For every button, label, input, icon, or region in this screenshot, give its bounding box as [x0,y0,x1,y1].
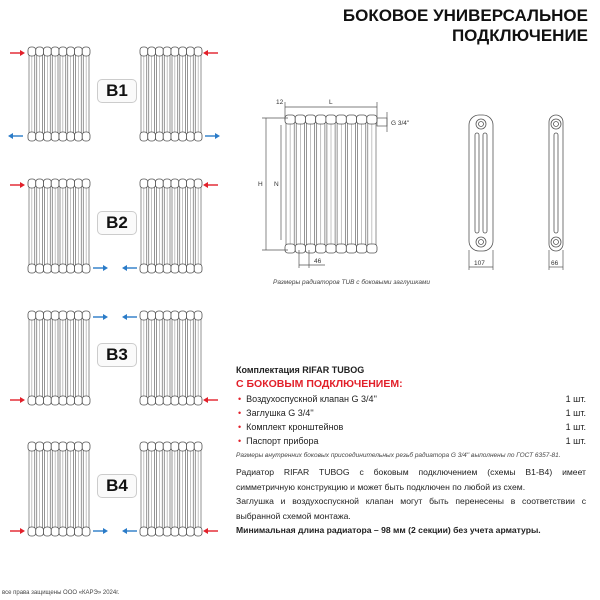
bullet-icon: • [238,394,242,404]
scheme-b1 [0,43,230,143]
return-arrow-icon [8,133,23,139]
dimension-drawing [240,90,600,290]
radiator-front-view [285,115,377,253]
description-p3: Минимальная длина радиатора – 98 мм (2 секции) без учета арматуры. [236,525,541,535]
kit-item-qty: 1 шт. [565,422,586,432]
radiator-left [28,311,90,405]
supply-arrow-icon [10,397,25,403]
radiator-side-view-66 [549,115,563,251]
description [236,465,586,538]
kit-subheading: С БОКОВЫМ ПОДКЛЮЧЕНИЕМ: [236,378,403,390]
scheme-b4 [0,438,230,538]
description-p2: Заглушка и воздухоспускной клапан могут быть перенесены в соответствии с выбранной схемой монтажа. [236,496,586,521]
kit-item-name: Воздухоспускной клапан G 3/4'' [246,394,377,404]
scheme-b2 [0,175,230,275]
supply-arrow-icon [203,50,218,56]
radiator-right [140,179,202,273]
scheme-label: B3 [97,343,137,367]
supply-arrow-icon [203,528,218,534]
radiator-right [140,47,202,141]
dim-12: 12 [276,99,284,106]
return-arrow-icon [122,528,137,534]
kit-item-name: Паспорт прибора [246,436,319,446]
kit-item [236,422,586,432]
kit-item [236,436,586,446]
kit-item [236,408,586,418]
supply-arrow-icon [10,50,25,56]
dim-h: H [258,181,263,188]
dim-107: 107 [474,260,485,267]
radiator-left [28,442,90,536]
description-p1: Радиатор RIFAR TUBOG с боковым подключением (схемы B1-B4) имеет симметричную конструкцию и может быть подключен по любой из схем. [236,467,586,492]
kit-item-qty: 1 шт. [565,436,586,446]
return-arrow-icon [93,528,108,534]
return-arrow-icon [122,314,137,320]
supply-arrow-icon [10,528,25,534]
page-title: БОКОВОЕ УНИВЕРСАЛЬНОЕ ПОДКЛЮЧЕНИЕ [342,6,588,45]
scheme-label: B1 [97,79,137,103]
dim-n: N [274,181,279,188]
return-arrow-icon [93,314,108,320]
kit-note: Размеры внутренних боковых присоединительных резьб радиатора G 3/4'' выполнены по ГОСТ 6357-81. [236,452,561,459]
radiator-left [28,47,90,141]
return-arrow-icon [205,133,220,139]
kit-item-name: Заглушка G 3/4'' [246,408,314,418]
radiator-side-view-107 [469,115,493,251]
dim-thread: G 3/4'' [391,120,410,127]
supply-arrow-icon [203,397,218,403]
dim-66: 66 [551,260,559,267]
radiator-right [140,311,202,405]
dim-l: L [329,99,333,106]
supply-arrow-icon [10,182,25,188]
kit-item [236,394,586,404]
bullet-icon: • [238,436,242,446]
scheme-label: B2 [97,211,137,235]
return-arrow-icon [93,265,108,271]
bullet-icon: • [238,422,242,432]
bullet-icon: • [238,408,242,418]
return-arrow-icon [122,265,137,271]
dim-46: 46 [314,258,322,265]
radiator-left [28,179,90,273]
scheme-label: B4 [97,474,137,498]
copyright-footer: все права защищены ООО «КАРЭ» 2024г. [2,590,120,596]
radiator-right [140,442,202,536]
kit-section [236,365,586,459]
kit-item-name: Комплект кронштейнов [246,422,344,432]
kit-heading: Комплектация RIFAR TUBOG [236,365,365,375]
scheme-b3 [0,307,230,407]
kit-item-qty: 1 шт. [565,394,586,404]
supply-arrow-icon [203,182,218,188]
kit-item-qty: 1 шт. [565,408,586,418]
drawing-caption: Размеры радиаторов TUB с боковыми заглушками [273,279,431,286]
